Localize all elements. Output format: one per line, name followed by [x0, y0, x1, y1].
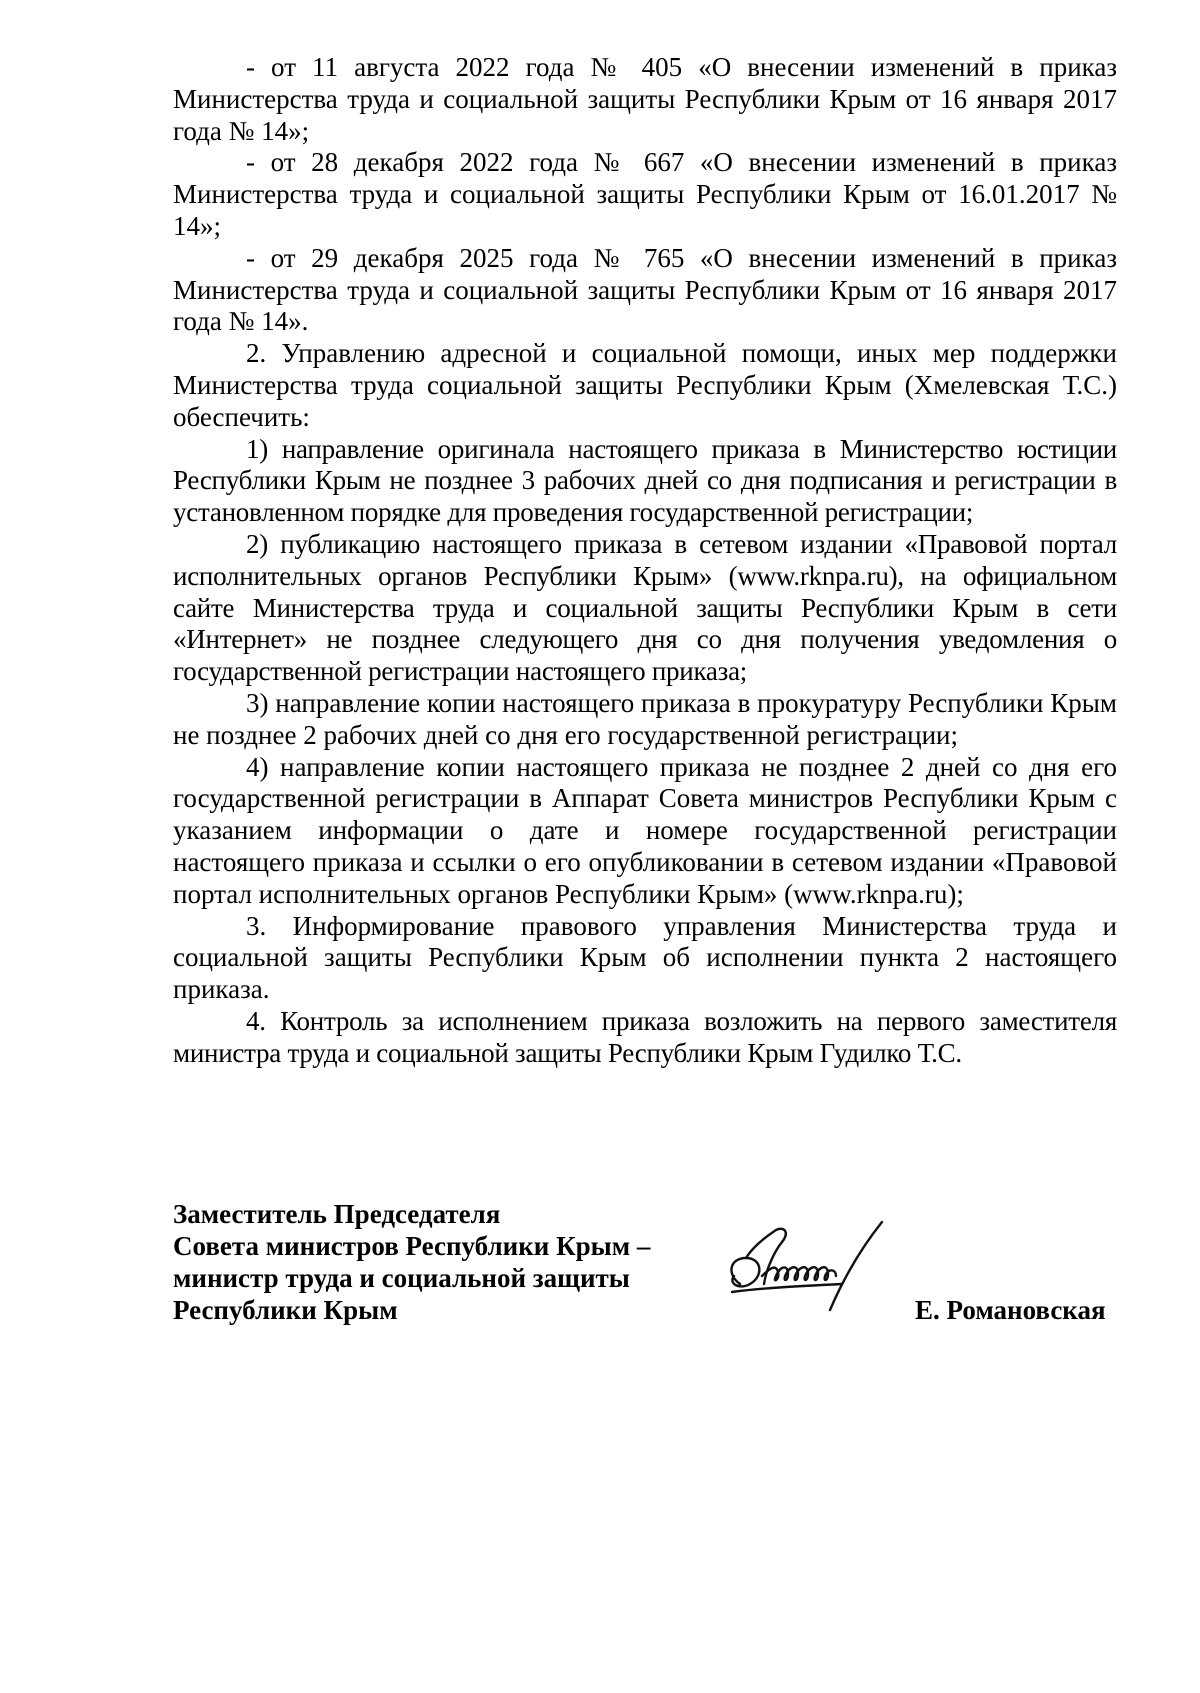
document-body: [173, 52, 1117, 1070]
paragraph-subitem-4: 4) направление копии настоящего приказа не позднее 2 дней со дня его государственной регистрации в Аппарат Совета министров Республики Крым с указанием информации о дате и номере государственной регистрации настоящего приказа и ссылки о его опубликовании в сетевом издании «Правовой портал исполнительных органов Республики Крым» (www.rknpa.ru);: [173, 751, 1117, 909]
signatory-title-line: Заместитель Председателя: [173, 1199, 501, 1229]
paragraph-subitem-3: 3) направление копии настоящего приказа в прокуратуру Республики Крым не позднее 2 рабочих дней со дня его государственной регистрации;: [173, 687, 1117, 750]
paragraph-amendment-2022-667: - от 28 декабря 2022 года № 667 «О внесении изменений в приказ Министерства труда и социальной защиты Республики Крым от 16.01.2017 № 14»;: [173, 147, 1117, 241]
signatory-title: [173, 1198, 693, 1326]
paragraph-item-2: 2. Управлению адресной и социальной помощи, иных мер поддержки Министерства труда социальной защиты Республики Крым (Хмелевская Т.С.) обеспечить:: [173, 338, 1117, 432]
signer-name: Е. Романовская: [915, 1295, 1106, 1325]
paragraph-item-4: 4. Контроль за исполнением приказа возложить на первого заместителя министра труда и социальной защиты Республики Крым Гудилко Т.С.: [173, 1005, 1117, 1068]
paragraph-amendment-2022-405: - от 11 августа 2022 года № 405 «О внесении изменений в приказ Министерства труда и социальной защиты Республики Крым от 16 января 2017 года № 14»;: [173, 52, 1117, 146]
paragraph-subitem-2: 2) публикацию настоящего приказа в сетевом издании «Правовой портал исполнительных органов Республики Крым» (www.rknpa.ru), на официальном сайте Министерства труда и социальной защиты Республики Крым в сети «Интернет» не позднее следующего дня со дня получения уведомления о государственной регистрации настоящего приказа;: [173, 528, 1117, 687]
signatory-title-line: министр труда и социальной защиты: [173, 1263, 630, 1293]
paragraph-item-3: 3. Информирование правового управления Министерства труда и социальной защиты Республики Крым об исполнении пункта 2 настоящего приказа.: [173, 910, 1117, 1005]
signatory-title-line: Республики Крым: [173, 1295, 398, 1325]
signatory-title-line: Совета министров Республики Крым –: [173, 1231, 651, 1261]
handwritten-signature: [718, 1218, 918, 1314]
paragraph-amendment-2025-765: - от 29 декабря 2025 года № 765 «О внесении изменений в приказ Министерства труда и социальной защиты Республики Крым от 16 января 2017 года № 14».: [173, 242, 1117, 337]
paragraph-subitem-1: 1) направление оригинала настоящего приказа в Министерство юстиции Республики Крым не позднее 3 рабочих дней со дня подписания и регистрации в установленном порядке для проведения государственной регистрации;: [173, 433, 1117, 528]
